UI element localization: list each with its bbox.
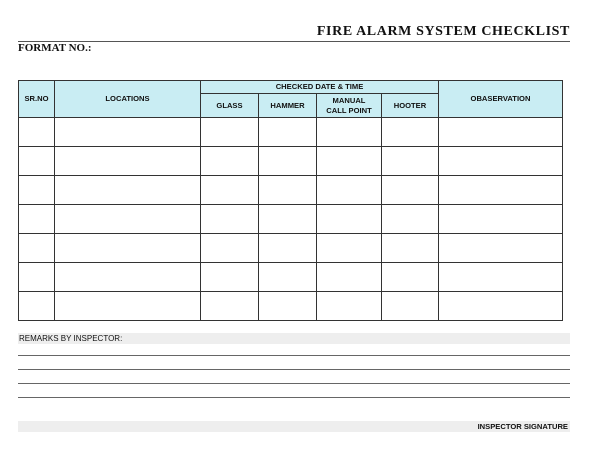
cell-hooter[interactable] (382, 234, 439, 263)
cell-observation[interactable] (439, 263, 563, 292)
cell-srno[interactable] (19, 147, 55, 176)
cell-glass[interactable] (201, 205, 259, 234)
cell-hammer[interactable] (259, 292, 317, 321)
header-glass: GLASS (201, 94, 259, 118)
cell-glass[interactable] (201, 118, 259, 147)
cell-srno[interactable] (19, 292, 55, 321)
table-row (19, 205, 563, 234)
table-row (19, 176, 563, 205)
cell-srno[interactable] (19, 263, 55, 292)
cell-hooter[interactable] (382, 263, 439, 292)
checklist-title: FIRE ALARM SYSTEM CHECKLIST (316, 24, 570, 39)
header-manual-line2: CALL POINT (326, 105, 372, 115)
cell-srno[interactable] (19, 205, 55, 234)
cell-hammer[interactable] (259, 263, 317, 292)
cell-glass[interactable] (201, 176, 259, 205)
cell-location[interactable] (55, 263, 201, 292)
cell-srno[interactable] (19, 118, 55, 147)
header-observation: OBASERVATION (439, 81, 563, 118)
cell-hammer[interactable] (259, 234, 317, 263)
table-row (19, 147, 563, 176)
header-manual-call-point (317, 94, 382, 118)
checklist-table (18, 80, 563, 321)
cell-manual-call-point[interactable] (317, 263, 382, 292)
cell-hooter[interactable] (382, 147, 439, 176)
cell-glass[interactable] (201, 292, 259, 321)
remarks-line[interactable] (18, 355, 570, 356)
cell-observation[interactable] (439, 176, 563, 205)
cell-hooter[interactable] (382, 118, 439, 147)
remarks-line[interactable] (18, 369, 570, 370)
title-divider (18, 41, 570, 42)
inspector-signature-label: INSPECTOR SIGNATURE (477, 422, 568, 431)
header-srno: SR.NO (19, 81, 55, 118)
remarks-line[interactable] (18, 383, 570, 384)
header-hooter: HOOTER (382, 94, 439, 118)
cell-hammer[interactable] (259, 176, 317, 205)
header-hammer: HAMMER (259, 94, 317, 118)
cell-hooter[interactable] (382, 205, 439, 234)
cell-manual-call-point[interactable] (317, 118, 382, 147)
cell-hammer[interactable] (259, 205, 317, 234)
remarks-line[interactable] (18, 397, 570, 398)
header-locations: LOCATIONS (55, 81, 201, 118)
cell-location[interactable] (55, 205, 201, 234)
header-checked-date-time: CHECKED DATE & TIME (201, 81, 439, 94)
remarks-label: REMARKS BY INSPECTOR: (19, 334, 123, 343)
table-row (19, 292, 563, 321)
cell-observation[interactable] (439, 234, 563, 263)
cell-hammer[interactable] (259, 147, 317, 176)
cell-glass[interactable] (201, 234, 259, 263)
cell-glass[interactable] (201, 147, 259, 176)
cell-hooter[interactable] (382, 292, 439, 321)
table-row (19, 263, 563, 292)
cell-srno[interactable] (19, 176, 55, 205)
cell-observation[interactable] (439, 292, 563, 321)
cell-location[interactable] (55, 292, 201, 321)
cell-manual-call-point[interactable] (317, 292, 382, 321)
cell-location[interactable] (55, 176, 201, 205)
cell-manual-call-point[interactable] (317, 234, 382, 263)
cell-manual-call-point[interactable] (317, 205, 382, 234)
header-manual-line1: MANUAL (332, 96, 366, 106)
cell-hammer[interactable] (259, 118, 317, 147)
cell-observation[interactable] (439, 147, 563, 176)
table-row (19, 234, 563, 263)
cell-srno[interactable] (19, 234, 55, 263)
table-row (19, 118, 563, 147)
cell-hooter[interactable] (382, 176, 439, 205)
cell-manual-call-point[interactable] (317, 147, 382, 176)
cell-location[interactable] (55, 147, 201, 176)
cell-manual-call-point[interactable] (317, 176, 382, 205)
cell-observation[interactable] (439, 118, 563, 147)
format-number-label: FORMAT NO.: (18, 42, 92, 54)
cell-location[interactable] (55, 234, 201, 263)
cell-location[interactable] (55, 118, 201, 147)
cell-glass[interactable] (201, 263, 259, 292)
cell-observation[interactable] (439, 205, 563, 234)
